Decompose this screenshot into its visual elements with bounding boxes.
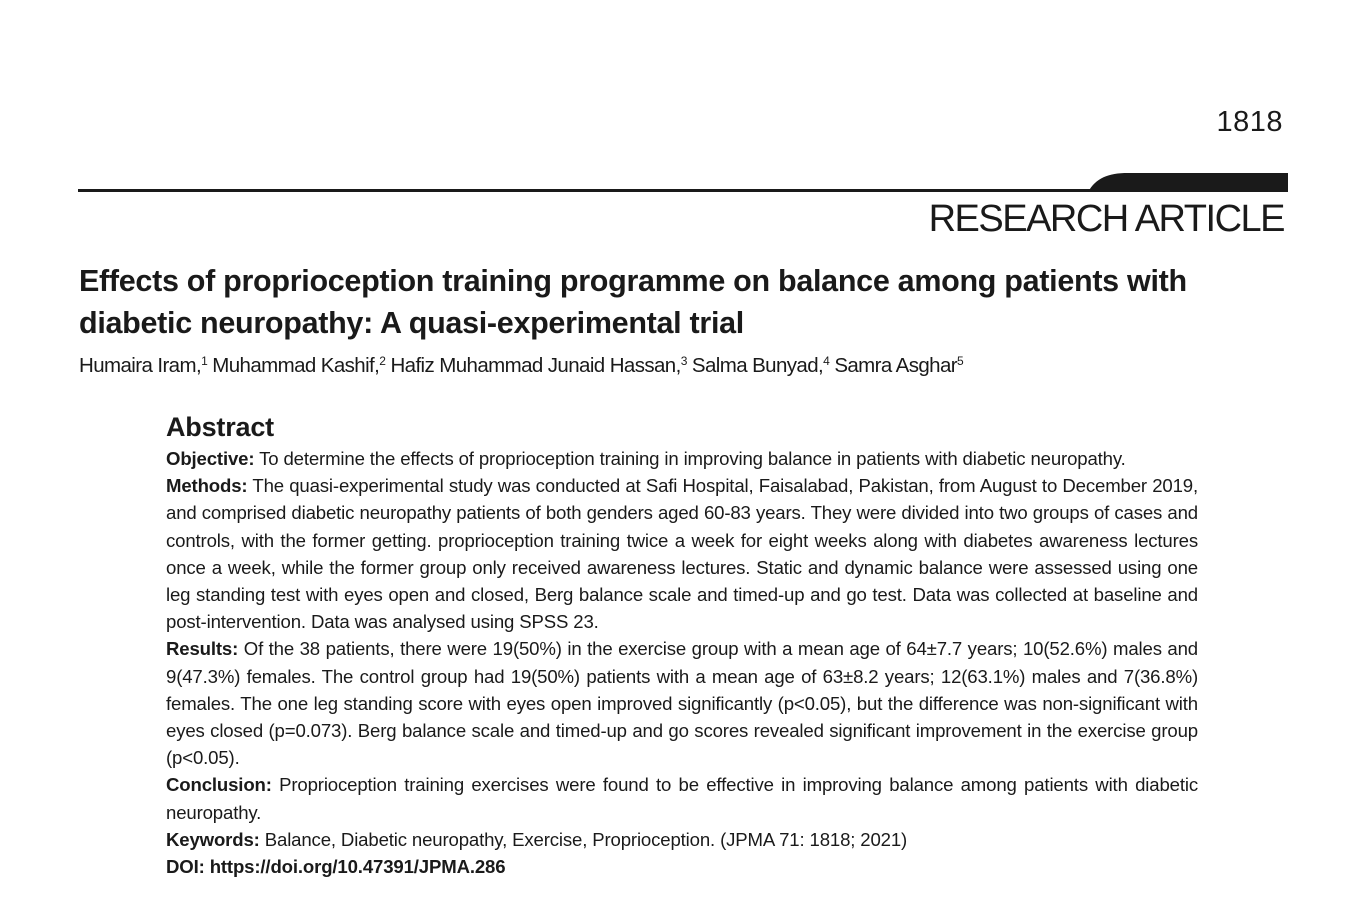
doi-link[interactable]: https://doi.org/10.47391/JPMA.286 [209,856,506,878]
objective-text: To determine the effects of proprioception training in improving balance in patients with diabetic neuropathy. [259,448,1126,469]
conclusion-label: Conclusion: [166,774,272,796]
abstract-keywords [166,826,1198,853]
abstract-methods [166,472,1198,635]
abstract-objective [166,445,1198,472]
author-name: Salma Bunyad, [691,354,824,377]
paper-title: Effects of proprioception training programme on balance among patients with diabetic neuropathy: A quasi-experimental trial [79,264,1187,340]
author-name: Muhammad Kashif, [212,354,380,377]
abstract-section [166,411,1198,880]
author-name: Hafiz Muhammad Junaid Hassan, [390,354,681,377]
header-tab [1088,172,1288,192]
abstract-doi [166,853,1198,880]
header-rule [78,189,1118,192]
abstract-conclusion [166,771,1198,825]
author-name: Humaira Iram, [79,354,202,377]
abstract-heading: Abstract [166,412,274,442]
methods-label: Methods: [166,475,248,497]
article-type-label: RESEARCH ARTICLE [928,198,1284,240]
author-list [79,354,1279,378]
doi-label: DOI: [166,856,205,878]
results-text: Of the 38 patients, there were 19(50%) in the exercise group with a mean age of 64±7.7 years; 10(52.6%) males and 9(47.3%) females. The control group had 19(50%) patients with a mean age of 63±8.2 years; 12(63.1%) males and 7(36.8%) females. The one leg standing score with eyes open improved significantly (p<0.05), but the difference was non-significant with eyes closed (p=0.073). Berg balance scale and timed-up and go scores revealed significant improvement in the exercise group (p<0.05). [166,638,1198,769]
keywords-text: Balance, Diabetic neuropathy, Exercise, Proprioception. (JPMA 71: 1818; 2021) [264,828,908,850]
author-affiliation: 5 [957,354,964,368]
author-affiliation: 4 [823,354,830,368]
author-affiliation: 3 [680,354,687,368]
author-name: Samra Asghar [834,354,958,377]
conclusion-text: Proprioception training exercises were found to be effective in improving balance among patients with diabetic neuropathy. [166,774,1198,823]
objective-label: Objective: [166,448,255,469]
results-label: Results: [166,638,239,660]
abstract-results [166,635,1198,771]
author-affiliation: 2 [379,354,386,368]
author-affiliation: 1 [201,354,208,368]
methods-text: The quasi-experimental study was conducted at Safi Hospital, Faisalabad, Pakistan, from August to December 2019, and comprised diabetic neuropathy patients of both genders aged 60-83 years. They were divided into two groups of cases and controls, with the former getting. proprioception training twice a week for eight weeks along with diabetes awareness lectures once a week, while the former group only received awareness lectures. Static and dynamic balance were assessed using one leg standing test with eyes open and closed, Berg balance scale and timed-up and go test. Data was collected at baseline and post-intervention. Data was analysed using SPSS 23. [166,475,1198,633]
keywords-label: Keywords: [166,828,260,850]
page-number: 1818 [1216,106,1283,138]
